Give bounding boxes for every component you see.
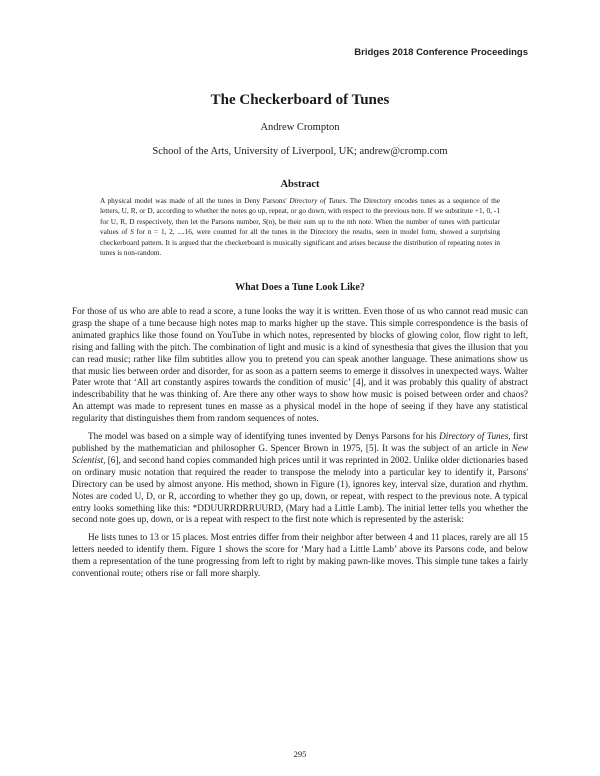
abstract-heading: Abstract bbox=[280, 179, 320, 190]
abstract-part: ( bbox=[266, 216, 269, 226]
paragraph-italic: Directory of Tunes, bbox=[439, 431, 511, 442]
abstract-italic: n bbox=[268, 216, 273, 226]
body-paragraph-2 bbox=[72, 431, 528, 526]
body-text bbox=[72, 306, 528, 586]
author-affiliation: School of the Arts, University of Liverpool, UK; andrew@cromp.com bbox=[152, 146, 448, 157]
abstract-part: ), be their sum up to the nth note. When the number of tunes with particular values of bbox=[100, 216, 501, 237]
section-heading: What Does a Tune Look Like? bbox=[235, 282, 365, 293]
running-header: Bridges 2018 Conference Proceedings bbox=[354, 47, 528, 58]
body-paragraph-3: He lists tunes to 13 or 15 places. Most entries differ from their neighbor after between 4 and 11 places, rarely are all 15 letters needed to identify them. Figure 1 shows the score for ‘Mary had a Little Lamb’ above its Parsons code, and below them a representation of the tune progressing from left to right by making pawn-like moves. This simple tune takes a fairly conventional route; others rise or fall more sharply. bbox=[72, 532, 528, 579]
paragraph-segment: , [6], and second hand copies commanded high prices until it was reprinted in 2002. Unlike older dictionaries based on ordinary music notation that required the reader to transpose the melody into a particular key to identify it, Parsons' Directory can be used by almost anyone. His method, shown in Figure (1), ignores key, interval size, duration and rhythm. Notes are coded U, D, or R, according to whether they go up, down, or repeat, with respect to the previous note. A typical entry looks something like this: *DDUURRDRRUURD, (Mary had a Little Lamb). The initial letter tells you whether the second note goes up, down, or is a repeat with respect to the first note which is represented by the asterisk: bbox=[72, 454, 528, 525]
paragraph-segment: first published by the mathematician and philosopher G. Spencer Brown in 1975, [5]. It was the subject of an article in bbox=[72, 431, 528, 453]
author-name: Andrew Crompton bbox=[260, 122, 340, 133]
paragraph-segment: The model was based on a simple way of identifying tunes invented by Denys Parsons for his bbox=[88, 431, 440, 442]
abstract-italic: S bbox=[130, 227, 134, 237]
abstract-italic: Directory of Tunes bbox=[289, 196, 346, 205]
abstract-italic: S bbox=[262, 216, 267, 226]
page-number: 295 bbox=[293, 749, 307, 759]
abstract-part: for n = 1, 2, ....16, were counted for all the tunes in the Directory the results, seen in model form, showed a surprising checkerboard pattern. It is argued that the checkerboard is musically significant and arises because the distribution of repeating notes in tunes is non-random. bbox=[100, 227, 500, 258]
abstract-part: A physical model was made of all the tunes in Deny Parsons' bbox=[100, 196, 290, 205]
body-paragraph-1: For those of us who are able to read a score, a tune looks the way it is written. Even those of us who cannot read music can grasp the shape of a tune because high notes map to marks higher up the stave. This simple correspondence is the basis of animated graphics like those found on YouTube in which notes, represented by blocks of glowing color, flow right to left, rising and falling with the pitch. The combination of light and music is a kind of synesthesia that gives the illusion that you can read music; rather like film subtitles allow you to pretend you can speak another language. These animations show us that music lies between order and disorder, for as soon as a pattern seems to emerge it dissolves in unexpected ways. Walter Pater wrote that ‘All art constantly aspires towards the condition of music’ [4], and it was probably this quality of abstract indescribability that he was thinking of. Are there any other ways to show how music is poised between order and chaos? An attempt was made to represent tunes en masse as a physical model in the hope of seeing if they have any statistical regularity that distinguishes them from random sequences of notes. bbox=[72, 306, 528, 424]
abstract-part: . The Directory encodes tunes as a sequence of the letters, U, R, or D, according to whether the notes go up, repeat, or go down, with respect to the previous note. If we substitute +1, 0, -1 for U, R, D respectively, then let the Parsons number, bbox=[100, 196, 500, 226]
abstract-text bbox=[100, 196, 500, 258]
paragraph-italic: New Scientist bbox=[72, 442, 528, 465]
paper-title: The Checkerboard of Tunes bbox=[210, 92, 390, 108]
